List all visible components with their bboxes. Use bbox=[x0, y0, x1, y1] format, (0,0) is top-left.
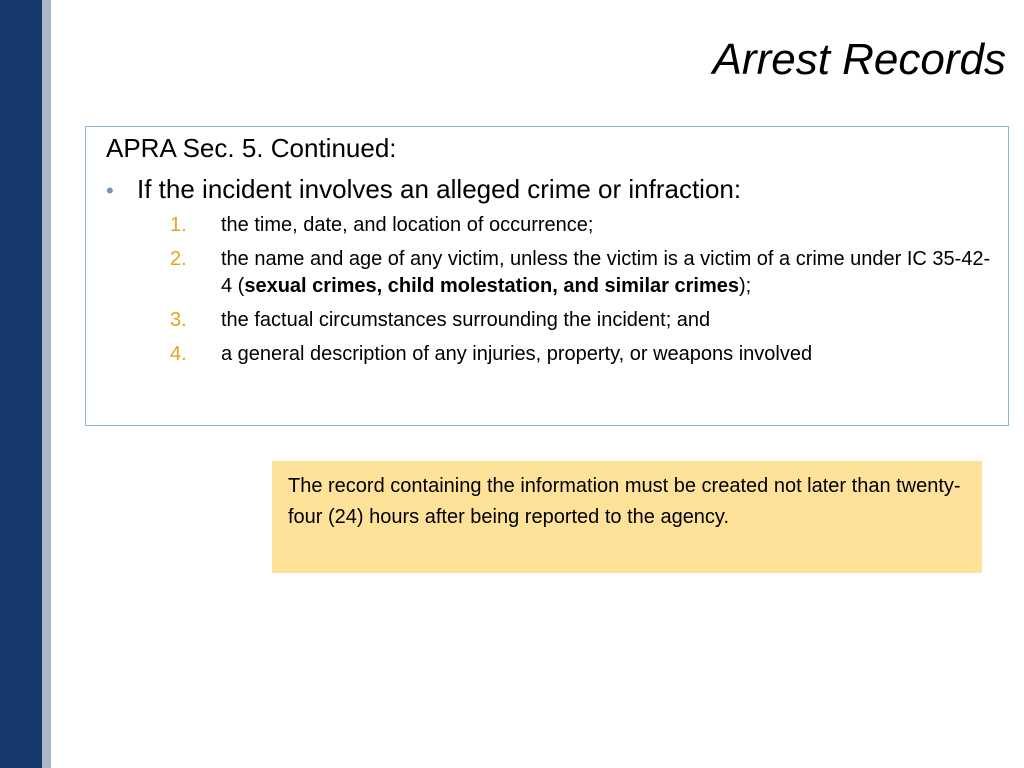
list-item-text-post: ); bbox=[739, 275, 752, 297]
list-item-text-bold: sexual crimes, child molestation, and similar crimes bbox=[244, 275, 739, 297]
sidebar-light-stripe bbox=[42, 0, 51, 768]
content-box bbox=[85, 126, 1009, 426]
note-callout: The record containing the information must be created not later than twenty-four (24) hours after being reported to the agency. bbox=[272, 461, 982, 573]
list-number: 3. bbox=[170, 309, 187, 331]
bullet-text: If the incident involves an alleged crime or infraction: bbox=[137, 174, 742, 204]
list-number: 4. bbox=[170, 343, 187, 365]
bullet-icon: • bbox=[106, 178, 114, 203]
list-item bbox=[170, 307, 1000, 334]
list-item-text: a general description of any injuries, property, or weapons involved bbox=[221, 343, 813, 365]
list-item bbox=[170, 341, 1000, 368]
list-item-text bbox=[221, 246, 1000, 300]
list-item-text-pre: the name and age of any victim, unless the victim is a victim of a crime under IC 35-42-4 ( bbox=[221, 248, 991, 297]
list-number: 1. bbox=[170, 214, 187, 236]
list-item-text: the factual circumstances surrounding the incident; and bbox=[221, 309, 711, 331]
slide-title: Arrest Records bbox=[712, 35, 1006, 84]
list-item-text: the time, date, and location of occurrence; bbox=[221, 214, 594, 236]
section-heading: APRA Sec. 5. Continued: bbox=[106, 133, 397, 163]
numbered-list bbox=[170, 212, 1000, 375]
list-number: 2. bbox=[170, 248, 187, 270]
list-item bbox=[170, 212, 1000, 239]
list-item bbox=[170, 246, 1000, 300]
sidebar-dark-stripe bbox=[0, 0, 42, 768]
bullet-item bbox=[106, 175, 741, 204]
